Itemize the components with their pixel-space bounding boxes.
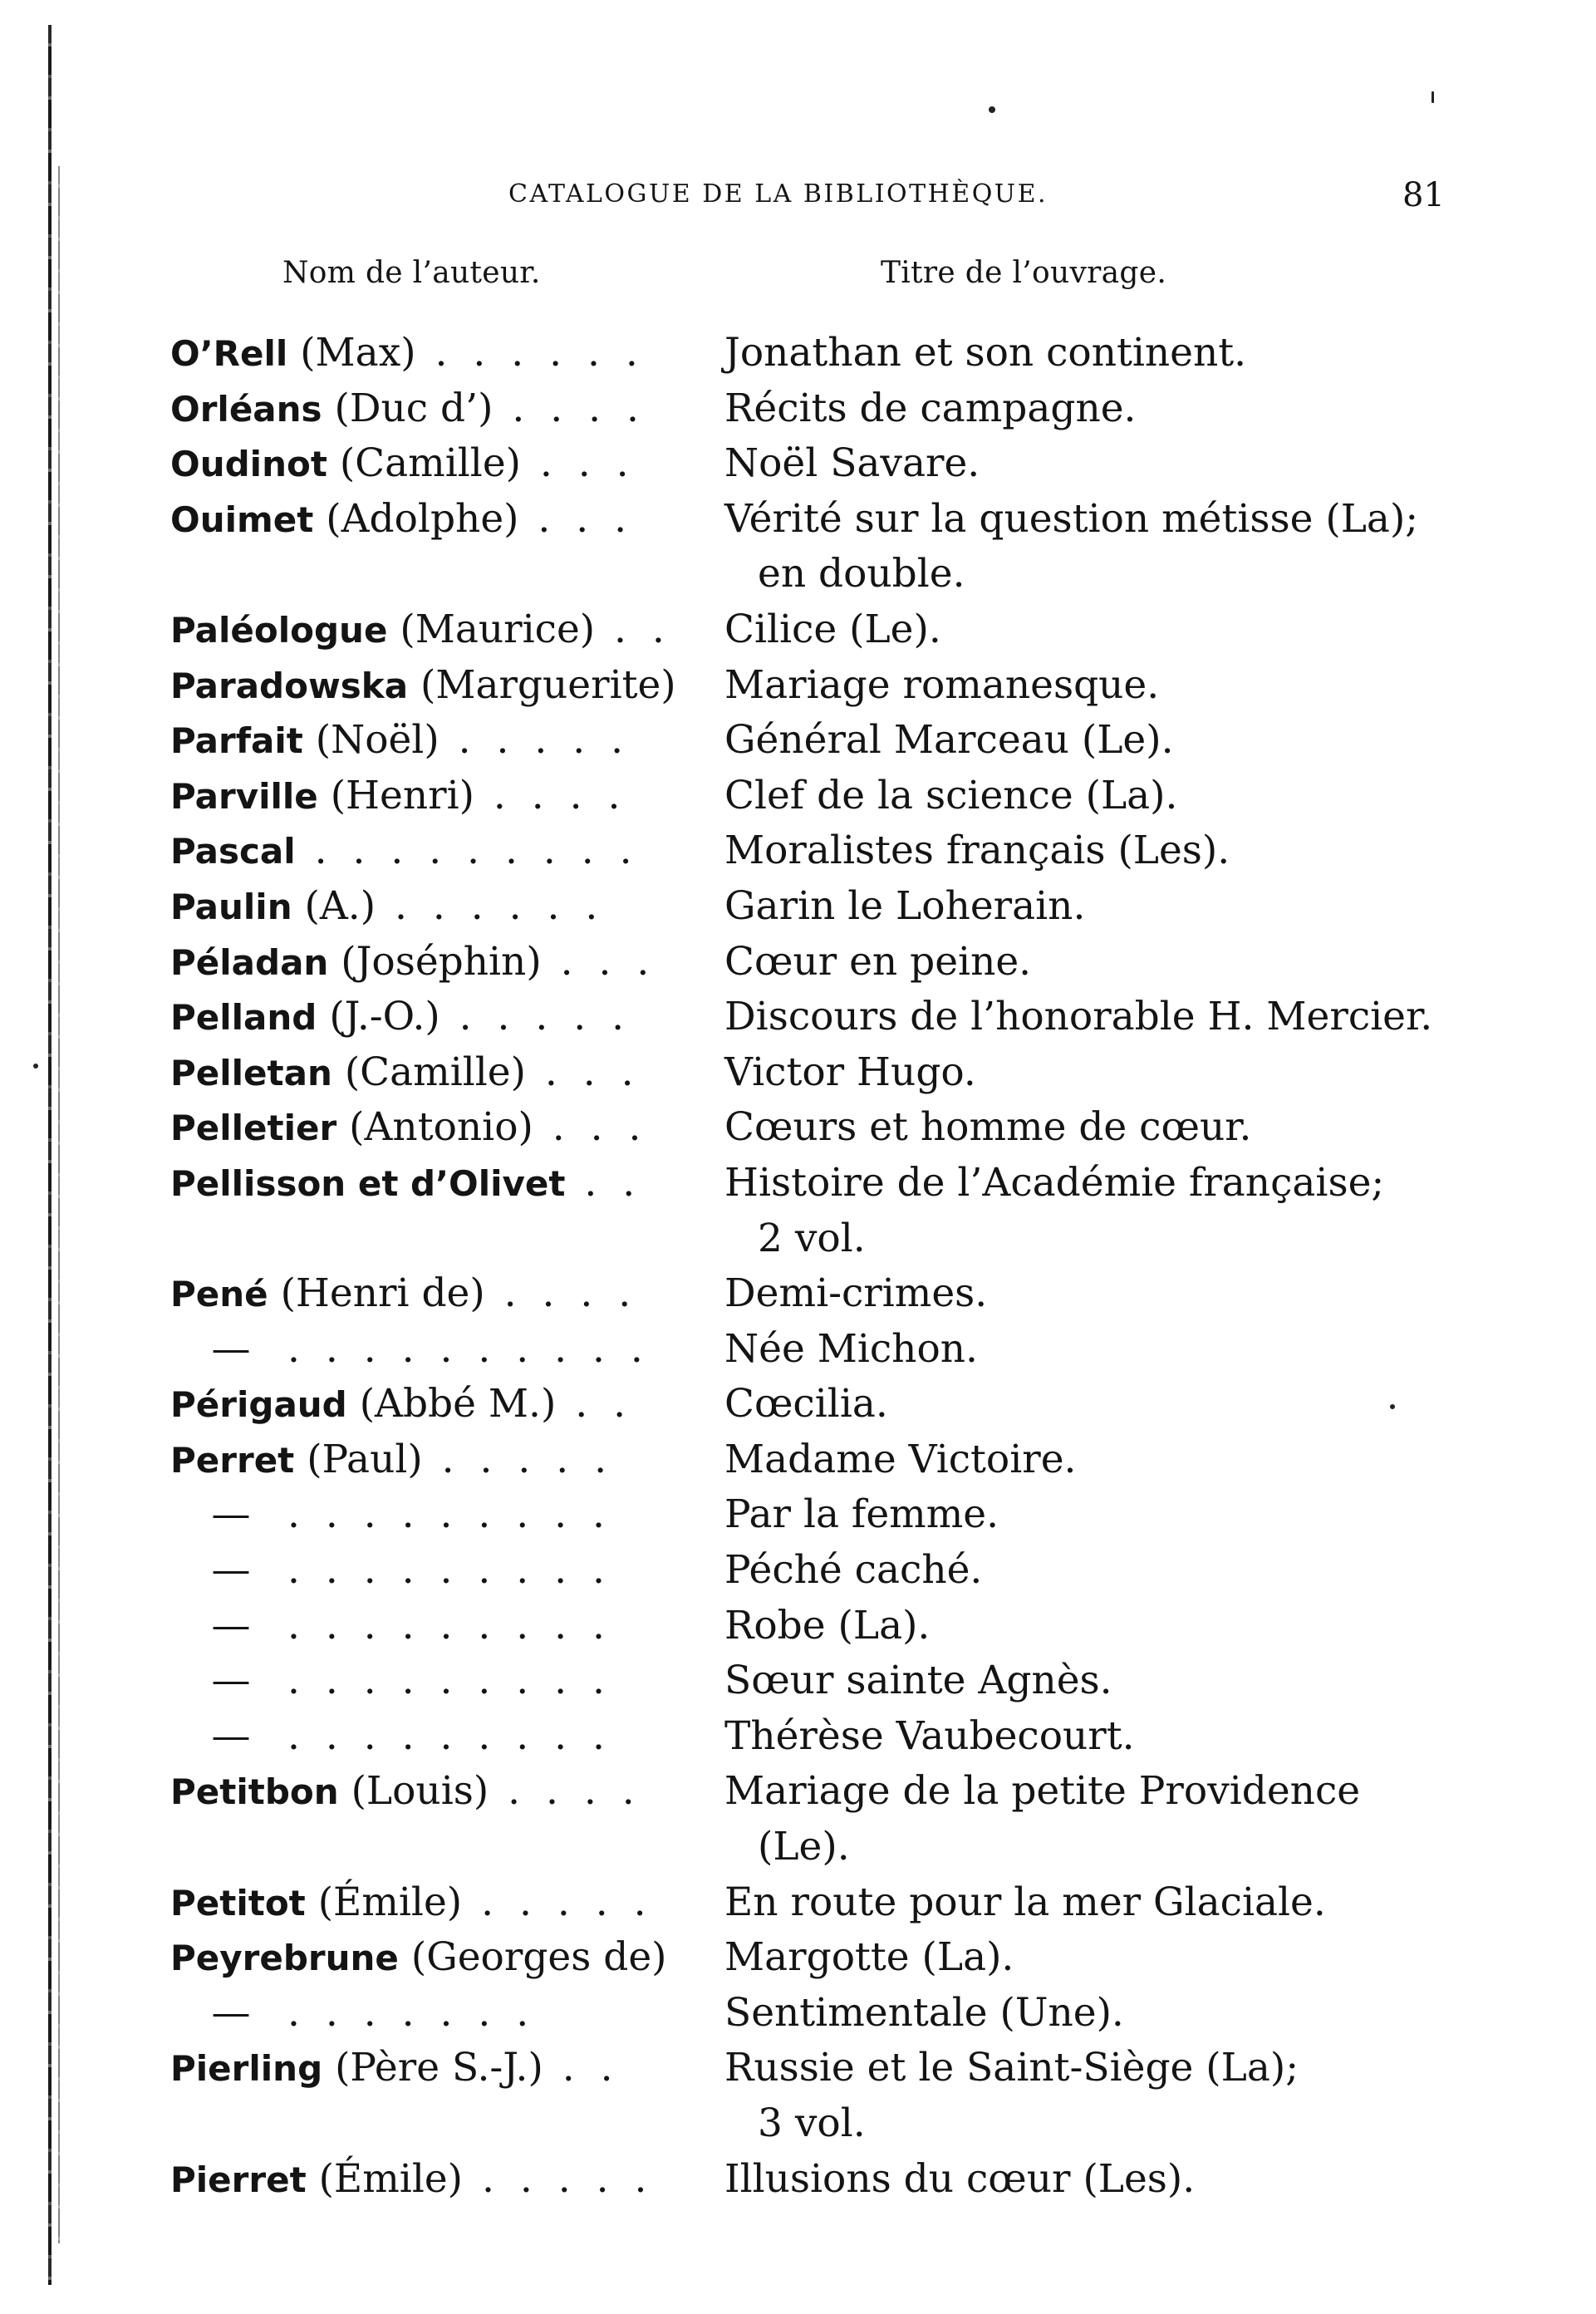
author-cell bbox=[170, 2041, 706, 2097]
work-title: Par la femme. bbox=[724, 1491, 999, 1538]
catalogue-entry bbox=[0, 2152, 1596, 2208]
author-surname: Perret bbox=[170, 1439, 295, 1481]
author-surname: Pené bbox=[170, 1274, 268, 1315]
author-surname: Petitbon bbox=[170, 1771, 339, 1813]
author-surname: Pelletan bbox=[170, 1052, 332, 1093]
catalogue-entry bbox=[0, 1432, 1596, 1488]
work-title: Général Marceau (Le). bbox=[724, 717, 1174, 764]
catalogue-entry bbox=[0, 1100, 1596, 1156]
page-header bbox=[0, 176, 1596, 226]
author-given-name: (Émile) bbox=[306, 2155, 464, 2202]
entry-continuation bbox=[0, 547, 1596, 602]
author-cell bbox=[170, 1045, 706, 1102]
catalogue-entry bbox=[0, 990, 1596, 1045]
work-title: Cœur en peine. bbox=[724, 938, 1032, 985]
author-column-header: Nom de l’auteur. bbox=[282, 256, 541, 290]
leader-dots: . . . . . . . . . bbox=[295, 828, 639, 874]
author-cell bbox=[170, 1487, 706, 1543]
leader-dots: . . bbox=[595, 606, 671, 652]
author-given-name: (Duc d’) bbox=[322, 385, 494, 431]
catalogue-entry bbox=[0, 658, 1596, 714]
author-cell bbox=[170, 1543, 706, 1599]
leader-dots: . . . bbox=[518, 495, 634, 542]
catalogue-entry bbox=[0, 713, 1596, 769]
entry-continuation bbox=[0, 1211, 1596, 1267]
catalogue-entry bbox=[0, 381, 1596, 437]
author-surname: Pascal bbox=[170, 831, 296, 872]
leader-dots: . . . . . bbox=[463, 2155, 654, 2202]
work-title: Née Michon. bbox=[724, 1325, 978, 1372]
author-cell bbox=[170, 1322, 706, 1378]
author-surname: Paléologue bbox=[170, 609, 388, 651]
title-column-header: Titre de l’ouvrage. bbox=[881, 256, 1167, 290]
catalogue-entry bbox=[0, 1709, 1596, 1765]
work-title: Robe (La). bbox=[724, 1602, 931, 1648]
work-title: En route pour la mer Glaciale. bbox=[724, 1879, 1326, 1925]
leader-dots: . . . . bbox=[474, 772, 627, 818]
work-title: 3 vol. bbox=[758, 2100, 866, 2146]
author-surname: Paradowska bbox=[170, 665, 409, 706]
running-title: CATALOGUE DE LA BIBLIOTHÈQUE. bbox=[508, 179, 1048, 209]
work-title: en double. bbox=[758, 551, 965, 597]
author-cell bbox=[170, 1764, 706, 1820]
author-cell bbox=[170, 1875, 706, 1932]
leader-dots: . . . . . . . . . . bbox=[268, 1325, 650, 1372]
ink-speck bbox=[989, 106, 995, 113]
catalogue-entry bbox=[0, 1875, 1596, 1931]
leader-dots: . . . . bbox=[489, 1768, 641, 1815]
ink-speck bbox=[1431, 91, 1434, 103]
work-title: Mariage romanesque. bbox=[724, 661, 1160, 708]
catalogue-entry bbox=[0, 1487, 1596, 1543]
author-given-name: (Paul) bbox=[294, 1436, 423, 1482]
author-cell bbox=[170, 1266, 706, 1323]
work-title: Thérèse Vaubecourt. bbox=[724, 1712, 1135, 1759]
leader-dots: . . . . . . bbox=[376, 882, 605, 929]
work-title: Péché caché. bbox=[724, 1547, 983, 1594]
leader-dots: . . . bbox=[541, 938, 656, 985]
leader-dots: . . . bbox=[520, 440, 636, 487]
catalogue-entry bbox=[0, 1266, 1596, 1322]
ditto-dash: — bbox=[211, 1989, 251, 2036]
work-title: Mariage de la petite Providence bbox=[724, 1768, 1361, 1815]
work-title: Clef de la science (La). bbox=[724, 772, 1178, 818]
work-title: Moralistes français (Les). bbox=[724, 828, 1230, 874]
author-cell bbox=[170, 713, 706, 769]
author-given-name: (Abbé M.) bbox=[346, 1381, 557, 1427]
author-cell bbox=[170, 2152, 706, 2208]
work-title: Sœur sainte Agnès. bbox=[724, 1658, 1112, 1704]
catalogue-entry bbox=[0, 1930, 1596, 1986]
leader-dots: . . . bbox=[525, 1049, 641, 1095]
ditto-dash: — bbox=[211, 1325, 251, 1372]
work-title: Illusions du cœur (Les). bbox=[724, 2155, 1196, 2202]
author-cell bbox=[170, 1930, 706, 1987]
author-given-name: (Noël) bbox=[302, 717, 440, 764]
author-cell bbox=[170, 935, 706, 991]
leader-dots: . . . . . bbox=[439, 717, 631, 764]
leader-dots: . . . . bbox=[484, 1270, 638, 1317]
work-title: Histoire de l’Académie française; bbox=[724, 1159, 1385, 1206]
leader-dots: . . bbox=[565, 1159, 642, 1206]
work-title: Jonathan et son continent. bbox=[724, 330, 1247, 376]
work-title: Garin le Loherain. bbox=[724, 882, 1086, 929]
author-cell bbox=[170, 326, 706, 382]
catalogue-entry bbox=[0, 602, 1596, 658]
author-given-name: (Adolphe) bbox=[313, 495, 519, 542]
author-surname: Parfait bbox=[170, 720, 303, 762]
author-surname: Paulin bbox=[170, 886, 292, 927]
catalogue-entry bbox=[0, 1322, 1596, 1378]
leader-dots: . . . . . bbox=[462, 1879, 653, 1925]
author-surname: Peyrebrune bbox=[170, 1938, 399, 1979]
ditto-dash: — bbox=[211, 1712, 251, 1759]
catalogue-entry bbox=[0, 823, 1596, 879]
catalogue-entry bbox=[0, 1599, 1596, 1654]
leader-dots: . . . . . . bbox=[415, 330, 645, 376]
work-title: Demi-crimes. bbox=[724, 1270, 988, 1317]
author-given-name: (Maurice) bbox=[387, 606, 596, 652]
author-cell bbox=[170, 492, 706, 548]
author-given-name: (Antonio) bbox=[336, 1104, 533, 1151]
leader-dots: . . bbox=[543, 2045, 620, 2091]
work-title: Discours de l’honorable H. Mercier. bbox=[724, 994, 1433, 1040]
leader-dots: . . . . bbox=[493, 385, 646, 431]
author-cell bbox=[170, 1432, 706, 1489]
leader-dots: . . . . . bbox=[440, 994, 631, 1040]
work-title: Récits de campagne. bbox=[724, 385, 1137, 431]
author-cell bbox=[170, 1653, 706, 1709]
catalogue-entry bbox=[0, 1045, 1596, 1101]
author-surname: Parville bbox=[170, 775, 318, 817]
author-given-name: (J.-O.) bbox=[317, 994, 440, 1040]
author-given-name: (Henri) bbox=[317, 772, 474, 818]
author-cell bbox=[170, 769, 706, 825]
author-surname: Petitot bbox=[170, 1882, 306, 1923]
author-cell bbox=[170, 381, 706, 438]
page-number: 81 bbox=[1402, 176, 1445, 214]
author-surname: Pierling bbox=[170, 2048, 323, 2090]
work-title: Cœcilia. bbox=[724, 1381, 888, 1427]
author-given-name: (Père S.-J.) bbox=[322, 2045, 543, 2091]
author-given-name: (A.) bbox=[292, 882, 376, 929]
author-given-name: (Max) bbox=[287, 330, 416, 376]
catalogue-entry bbox=[0, 1986, 1596, 2041]
leader-dots: . . . . . . . . . bbox=[268, 1547, 611, 1594]
catalogue-entry bbox=[0, 1156, 1596, 1211]
author-surname: Péladan bbox=[170, 941, 329, 983]
author-surname: Pellisson et d’Olivet bbox=[170, 1162, 566, 1204]
author-cell bbox=[170, 1599, 706, 1654]
catalogue-entry bbox=[0, 935, 1596, 990]
leader-dots: . . . . . . . . . bbox=[268, 1602, 611, 1648]
leader-dots: . . . . . . . . . bbox=[268, 1712, 611, 1759]
leader-dots: . . . . . bbox=[422, 1436, 614, 1482]
author-cell bbox=[170, 436, 706, 493]
catalogue-entry bbox=[0, 769, 1596, 824]
author-surname: Ouimet bbox=[170, 499, 314, 540]
work-title: Vérité sur la question métisse (La); bbox=[724, 495, 1419, 542]
ditto-dash: — bbox=[211, 1547, 251, 1594]
catalogue-entry bbox=[0, 1653, 1596, 1709]
catalogue-entry bbox=[0, 436, 1596, 492]
entry-continuation bbox=[0, 1820, 1596, 1875]
ditto-dash: — bbox=[211, 1658, 251, 1704]
catalogue-entry bbox=[0, 492, 1596, 548]
author-cell bbox=[170, 879, 706, 936]
work-title: Noël Savare. bbox=[724, 440, 980, 487]
work-title: Cilice (Le). bbox=[724, 606, 941, 652]
work-title: (Le). bbox=[758, 1824, 850, 1870]
author-surname: O’Rell bbox=[170, 333, 288, 374]
author-cell bbox=[170, 823, 706, 880]
ditto-dash: — bbox=[211, 1491, 251, 1538]
author-cell bbox=[170, 990, 706, 1046]
leader-dots: . . . bbox=[533, 1104, 648, 1151]
work-title: Cœurs et homme de cœur. bbox=[724, 1104, 1252, 1151]
author-given-name: (Émile) bbox=[305, 1879, 463, 1925]
ditto-dash: — bbox=[211, 1602, 251, 1648]
author-cell bbox=[170, 1156, 706, 1212]
author-cell bbox=[170, 1377, 706, 1433]
catalogue-entry bbox=[0, 1764, 1596, 1820]
leader-dots: . . . . . . . bbox=[268, 1989, 536, 2036]
author-cell bbox=[170, 602, 706, 659]
author-surname: Pelletier bbox=[170, 1108, 337, 1149]
leader-dots: . . . . . . . . . bbox=[268, 1491, 611, 1538]
catalogue-entry bbox=[0, 879, 1596, 935]
author-given-name: (Marguerite) bbox=[408, 661, 676, 708]
entry-continuation bbox=[0, 2096, 1596, 2152]
work-title: Victor Hugo. bbox=[724, 1049, 976, 1095]
author-given-name: (Camille) bbox=[327, 440, 521, 487]
work-title: Margotte (La). bbox=[724, 1934, 1014, 1981]
catalogue-entry bbox=[0, 1377, 1596, 1432]
author-cell bbox=[170, 1986, 706, 2041]
author-given-name: (Georges de) bbox=[398, 1934, 667, 1981]
author-surname: Pierret bbox=[170, 2159, 307, 2200]
catalogue-entry bbox=[0, 326, 1596, 381]
work-title: 2 vol. bbox=[758, 1215, 866, 1261]
author-cell bbox=[170, 658, 706, 715]
author-surname: Orléans bbox=[170, 388, 322, 430]
author-surname: Périgaud bbox=[170, 1384, 347, 1426]
author-given-name: (Joséphin) bbox=[328, 938, 542, 985]
catalogue-entries bbox=[0, 326, 1596, 2207]
work-title: Sentimentale (Une). bbox=[724, 1989, 1124, 2036]
author-given-name: (Camille) bbox=[331, 1049, 526, 1095]
catalogue-entry bbox=[0, 2041, 1596, 2096]
author-given-name: (Henri de) bbox=[268, 1270, 485, 1317]
author-cell bbox=[170, 1709, 706, 1765]
author-cell bbox=[170, 1100, 706, 1157]
author-given-name: (Louis) bbox=[338, 1768, 489, 1815]
work-title: Madame Victoire. bbox=[724, 1436, 1077, 1482]
leader-dots: . . bbox=[556, 1381, 633, 1427]
author-surname: Pelland bbox=[170, 997, 317, 1039]
catalogue-entry bbox=[0, 1543, 1596, 1599]
author-surname: Oudinot bbox=[170, 444, 327, 485]
leader-dots: . . . . . . . . . bbox=[268, 1658, 611, 1704]
work-title: Russie et le Saint-Siège (La); bbox=[724, 2045, 1299, 2091]
